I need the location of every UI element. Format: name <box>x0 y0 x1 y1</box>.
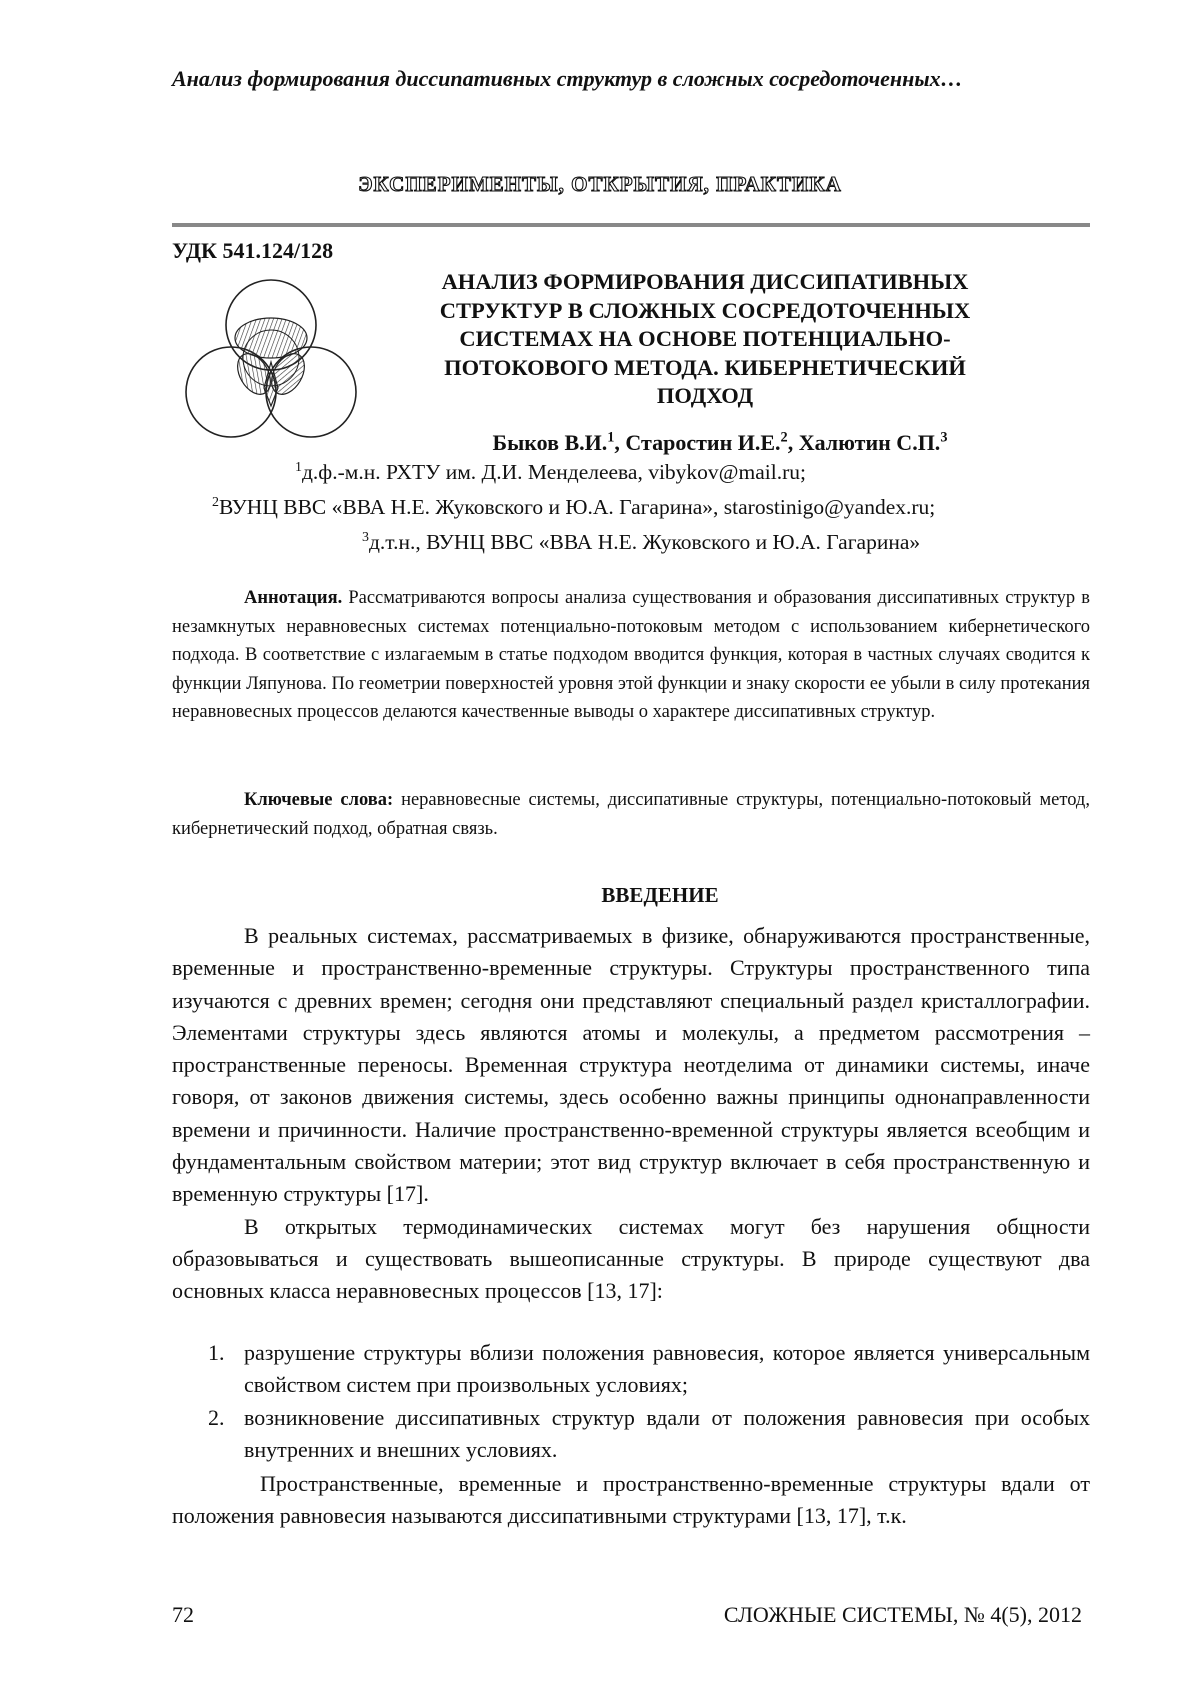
list-text: разрушение структуры вблизи положения равновесия, которое является универсальным свойством систем при произвольных условиях; <box>244 1340 1090 1397</box>
title-line: АНАЛИЗ ФОРМИРОВАНИЯ ДИССИПАТИВНЫХ <box>420 268 990 297</box>
abstract-text: Рассматриваются вопросы анализа существования и образования диссипативных структур в незамкнутых неравновесных системах потенциально-потоковым методом с использованием кибернетического подхода. В соответствие с излагаемым в статье подходом вводится функция, которая в частных случаях сводится к функции Ляпунова. По геометрии поверхностей уровня этой функции и знаку скорости ее убыли в силу протекания неравновесных процессов делаются качественные выводы о характере диссипативных структур. <box>172 588 1090 722</box>
process-list <box>172 1337 1090 1466</box>
affiliation-sup: 3 <box>362 530 369 545</box>
list-item <box>172 1402 1090 1467</box>
article-title <box>420 268 990 411</box>
list-number: 2. <box>208 1402 225 1434</box>
section-rule <box>172 223 1090 227</box>
body-paragraph: В реальных системах, рассматриваемых в физике, обнаруживаются пространственные, временные и пространственно-временные структуры. Структуры пространственного типа изучаются с древних времен; сегодня они представляют специальный раздел кристаллографии. Элементами структуры здесь являются атомы и молекулы, а предметом рассмотрения – пространственные переносы. Временная структура неотделима от динамики системы, иначе говоря, от законов движения системы, здесь особенно важны принципы однонаправленности времени и причинности. Наличие пространственно-временной структуры является всеобщим и фундаментальным свойством материи; этот вид структур включает в себя пространственную и временную структуры [17]. <box>172 920 1090 1211</box>
affiliation-3 <box>362 530 920 555</box>
running-head: Анализ формирования диссипативных структур в сложных сосредоточенных… <box>172 66 963 92</box>
three-circles-logo <box>176 270 366 460</box>
list-item <box>172 1337 1090 1402</box>
page-number: 72 <box>172 1602 194 1628</box>
title-line: ПОТОКОВОГО МЕТОДА. КИБЕРНЕТИЧЕСКИЙ <box>420 354 990 383</box>
affiliation-text: д.ф.-м.н. РХТУ им. Д.И. Менделеева, vibykov@mail.ru; <box>302 460 806 484</box>
body-paragraph: Пространственные, временные и пространственно-временные структуры вдали от положения равновесия называются диссипативными структурами [13, 17], т.к. <box>172 1468 1090 1533</box>
author-sup: 1 <box>607 430 614 446</box>
keywords-text: неравновесные системы, диссипативные структуры, потенциально-потоковый метод, кибернетический подход, обратная связь. <box>172 790 1090 839</box>
author-name: Быков В.И. <box>493 430 608 455</box>
title-line: ПОДХОД <box>420 382 990 411</box>
abstract-label: Аннотация. <box>244 588 342 608</box>
section-heading: ЭКСПЕРИМЕНТЫ, ОТКРЫТИЯ, ПРАКТИКА <box>0 172 1200 197</box>
intro-body <box>172 920 1090 1308</box>
list-number: 1. <box>208 1337 225 1369</box>
intro-heading: ВВЕДЕНИЕ <box>0 883 1200 908</box>
affiliation-text: д.т.н., ВУНЦ ВВС «ВВА Н.Е. Жуковского и Ю.А. Гагарина» <box>369 530 920 554</box>
affiliation-sup: 1 <box>295 460 302 475</box>
list-text: возникновение диссипативных структур вдали от положения равновесия при особых внутренних и внешних условиях. <box>244 1405 1090 1462</box>
author-sup: 2 <box>781 430 788 446</box>
abstract <box>172 584 1090 727</box>
keywords-label: Ключевые слова: <box>244 790 393 810</box>
affiliation-1 <box>295 460 806 485</box>
author-name: Старостин И.Е. <box>625 430 780 455</box>
affiliation-2 <box>212 495 935 520</box>
authors-line <box>420 430 1020 456</box>
udc-code: УДК 541.124/128 <box>172 238 333 264</box>
author-name: Халютин С.П. <box>799 430 941 455</box>
affiliation-text: ВУНЦ ВВС «ВВА Н.Е. Жуковского и Ю.А. Гагарина», starostinigo@yandex.ru; <box>219 495 935 519</box>
final-paragraph <box>172 1468 1090 1533</box>
author-sup: 3 <box>940 430 947 446</box>
title-line: СТРУКТУР В СЛОЖНЫХ СОСРЕДОТОЧЕННЫХ <box>420 297 990 326</box>
body-paragraph: В открытых термодинамических системах могут без нарушения общности образовываться и существовать вышеописанные структуры. В природе существуют два основных класса неравновесных процессов [13, 17]: <box>172 1211 1090 1308</box>
affiliation-sup: 2 <box>212 495 219 510</box>
author-sep: , <box>614 430 625 455</box>
keywords <box>172 786 1090 843</box>
journal-footer: СЛОЖНЫЕ СИСТЕМЫ, № 4(5), 2012 <box>724 1602 1082 1628</box>
title-line: СИСТЕМАХ НА ОСНОВЕ ПОТЕНЦИАЛЬНО- <box>420 325 990 354</box>
author-sep: , <box>788 430 799 455</box>
